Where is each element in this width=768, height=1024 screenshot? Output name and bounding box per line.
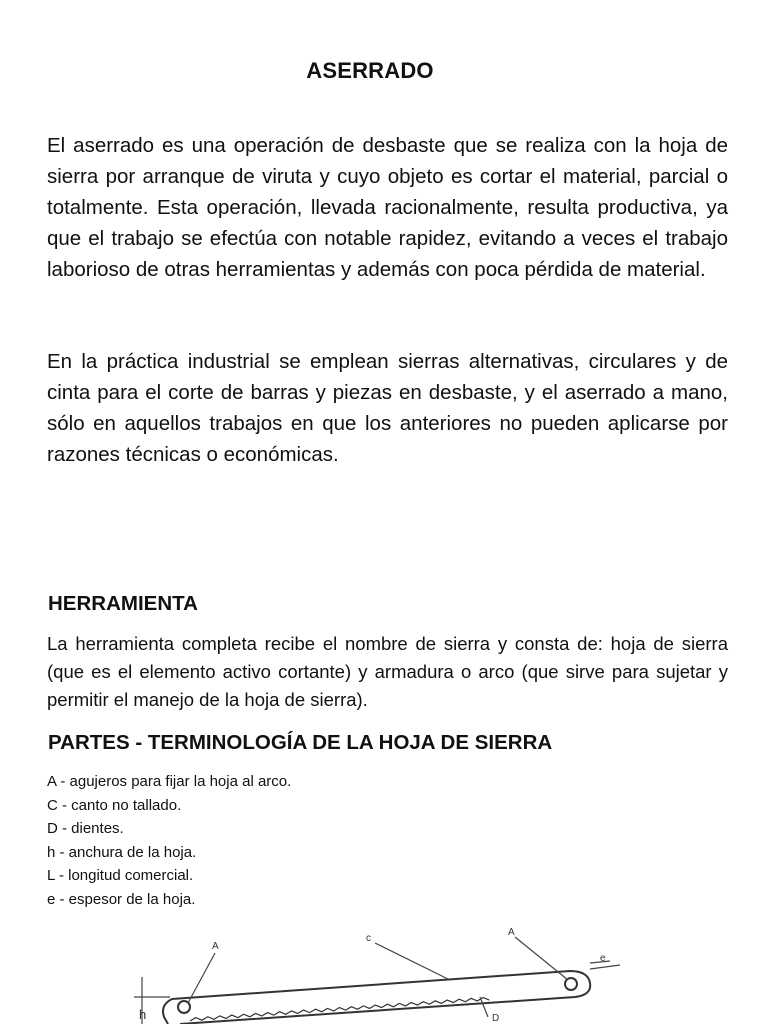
part-item-e: e - espesor de la hoja. bbox=[47, 890, 196, 908]
label-a-right: A bbox=[508, 927, 515, 938]
herramienta-heading: HERRAMIENTA bbox=[48, 592, 198, 615]
part-item-c: C - canto no tallado. bbox=[47, 796, 182, 814]
saw-blade bbox=[163, 971, 590, 1024]
saw-blade-diagram bbox=[120, 925, 640, 1024]
industrial-paragraph: En la práctica industrial se emplean sierras alternativas, circulares y de cinta para el corte de barras y piezas en desbaste, y el aserrado a mano, sólo en aquellos trabajos en que los anteriores no pueden aplicarse por razones técnicas o económicas. bbox=[47, 350, 728, 466]
hole-right bbox=[565, 978, 577, 990]
label-e: e bbox=[600, 953, 606, 964]
intro-paragraph: El aserrado es una operación de desbaste que se realiza con la hoja de sierra por arranque de viruta y cuyo objeto es cortar el material, parcial o totalmente. Esta operación, llevada racionalmente, resulta productiva, ya que el trabajo se efectúa con notable rapidez, evitando a veces el trabajo laborioso de otras herramientas y además con poca pérdida de material. bbox=[47, 134, 728, 281]
parts-list bbox=[47, 770, 291, 911]
label-d: D bbox=[492, 1013, 500, 1024]
partes-heading: PARTES - TERMINOLOGÍA DE LA HOJA DE SIERRA bbox=[48, 731, 553, 754]
herramienta-paragraph: La herramienta completa recibe el nombre de sierra y consta de: hoja de sierra (que es el elemento activo cortante) y armadura o arco (que sirve para sujetar y permitir el manejo de la hoja de sierra). bbox=[47, 633, 728, 710]
leader-d bbox=[480, 997, 488, 1017]
part-item-l: L - longitud comercial. bbox=[47, 867, 194, 884]
part-item-h: h - anchura de la hoja. bbox=[47, 843, 197, 861]
page-title: ASERRADO bbox=[306, 58, 434, 83]
label-a-left: A bbox=[212, 941, 219, 952]
label-c: c bbox=[366, 933, 371, 944]
leader-c bbox=[375, 943, 450, 980]
label-h: h bbox=[139, 1007, 147, 1022]
part-item-d: D - dientes. bbox=[47, 820, 124, 837]
part-item-a: A - agujeros para fijar la hoja al arco. bbox=[47, 773, 292, 790]
dimension-e-line bbox=[590, 965, 620, 969]
